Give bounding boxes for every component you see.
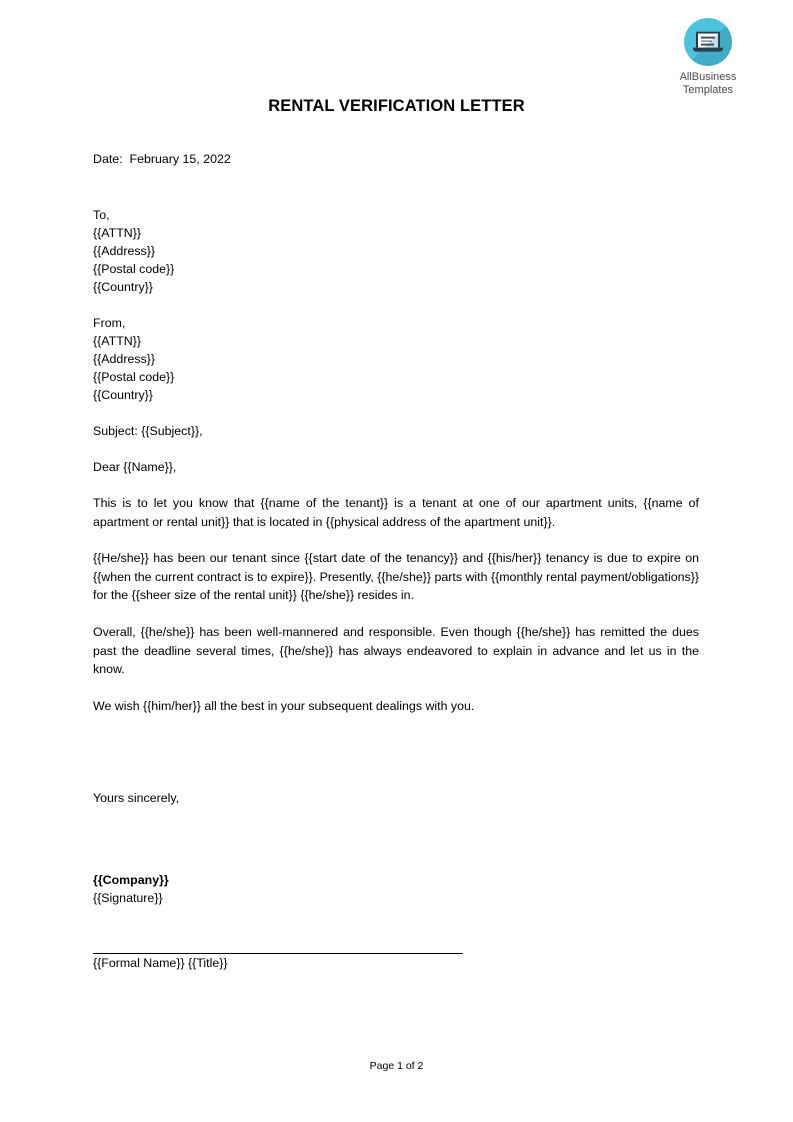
brand-name [653,71,763,97]
brand-logo [653,18,763,97]
to-label: To, [93,208,110,222]
brand-name-line2: Templates [682,84,734,96]
page-title: RENTAL VERIFICATION LETTER [268,97,525,115]
to-country: {{Country}} [93,280,153,294]
laptop-icon [684,18,732,66]
formal-name-title: {{Formal Name}} {{Title}} [93,956,228,971]
salutation: Dear {{Name}}, [93,460,177,474]
from-country: {{Country}} [93,388,153,402]
from-postal-code: {{Postal code}} [93,370,175,384]
logo-long-shadow [684,18,732,66]
to-postal-code: {{Postal code}} [93,262,175,276]
to-attn: {{ATTN}} [93,226,141,240]
sender-block [93,314,699,404]
brand-name-line1: AllBusiness [679,71,737,83]
signature-placeholder: {{Signature}} [93,891,163,906]
from-label: From, [93,316,126,330]
closing-line: Yours sincerely, [93,791,180,806]
date-line: Date: February 15, 2022 [93,152,231,166]
recipient-block [93,206,699,296]
company-name: {{Company}} [93,873,169,888]
paragraph-2: {{He/she}} has been our tenant since {{start date of the tenancy}} and {{his/her}} tenancy is due to expire on {{when the current contract is to expire}}. Presently, {{he/she}} parts with {{monthly rental payment/obligations}} for the {{sheer size of the rental unit}} {{he/she}} resides in. [93,551,699,603]
from-attn: {{ATTN}} [93,334,141,348]
paragraph-4: We wish {{him/her}} all the best in your subsequent dealings with you. [93,698,475,713]
from-address: {{Address}} [93,352,156,366]
letter-body [93,150,699,972]
to-address: {{Address}} [93,244,156,258]
paragraph-1: This is to let you know that {{name of the tenant}} is a tenant at one of our apartment units, {{name of apartment or rental unit}} that is located in {{physical address of the apartment unit}}. [93,496,699,529]
subject-line: Subject: {{Subject}}, [93,424,203,438]
page-footer: Page 1 of 2 [369,1060,424,1072]
paragraph-3: Overall, {{he/she}} has been well-mannered and responsible. Even though {{he/she}} has remitted the dues past the deadline several times, {{he/she}} has always endeavored to explain in advance and let us in the know. [93,624,699,677]
